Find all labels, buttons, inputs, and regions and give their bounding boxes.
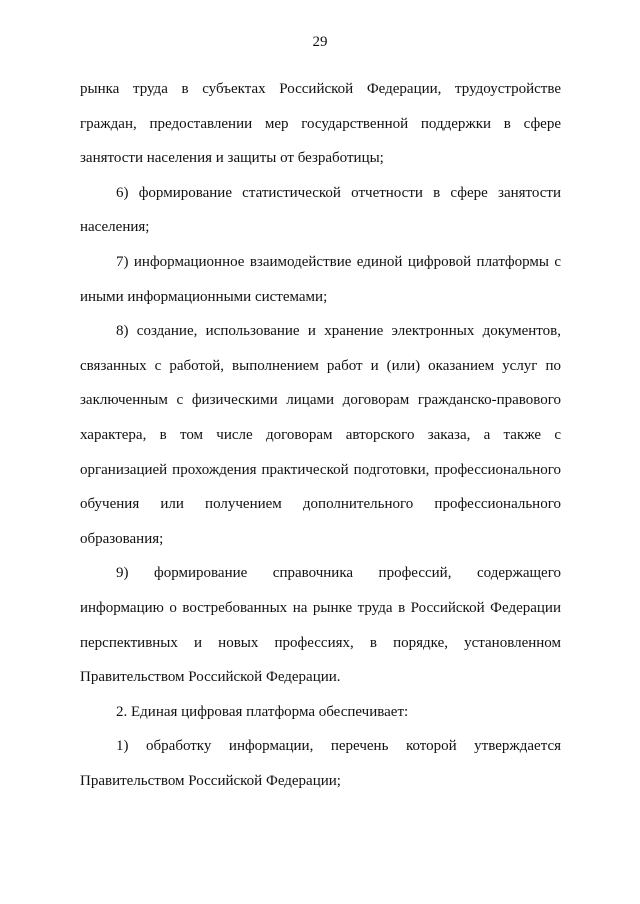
document-body: [80, 72, 561, 798]
page-number: 29: [312, 34, 328, 50]
paragraph-item-7: 7) информационное взаимодействие единой цифровой платформы с иными информационными системами;: [80, 253, 561, 305]
paragraph-continuation: рынка труда в субъектах Российской Федерации, трудоустройстве граждан, предоставлении мер государственной поддержки в сфере занятости населения и защиты от безработицы;: [80, 81, 561, 167]
paragraph-item-8: 8) создание, использование и хранение электронных документов, связанных с работой, выполнением работ и (или) оказанием услуг по заключенным с физическими лицами договорам гражданско-правового характера, в том числе договорам авторского заказа, а также с организацией прохождения практической подготовки, профессионального обучения или получением дополнительного профессионального образования;: [80, 323, 561, 547]
paragraph-item-9: 9) формирование справочника профессий, содержащего информацию о востребованных на рынке труда в Российской Федерации перспективных и новых профессиях, в порядке, установленном Правительством Российской Федерации.: [80, 565, 561, 686]
paragraph-section-2-item-1: 1) обработку информации, перечень которой утверждается Правительством Российской Федерации;: [80, 738, 561, 789]
paragraph-item-6: 6) формирование статистической отчетности в сфере занятости населения;: [80, 184, 561, 236]
paragraph-section-2: 2. Единая цифровая платформа обеспечивает:: [116, 703, 409, 720]
